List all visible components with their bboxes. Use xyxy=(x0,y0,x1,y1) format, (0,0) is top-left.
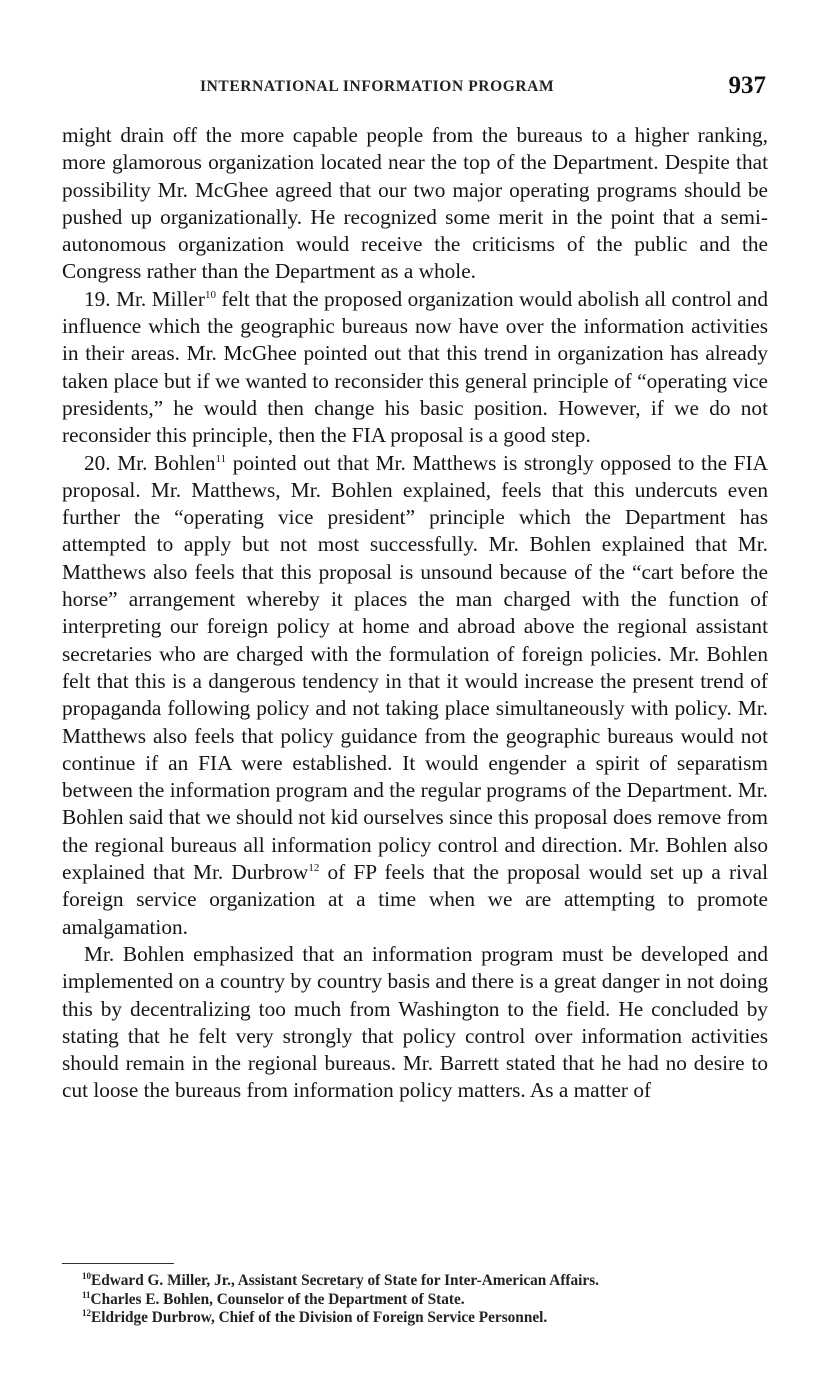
footnote-number: 11 xyxy=(82,1289,91,1300)
paragraph-bohlen: Mr. Bohlen emphasized that an information program must be developed and implemented on a country by country basis and there is a great danger in not doing this by decentralizing too much from Washington to the field. He concluded by stating that he felt very strongly that policy control over information activities should remain in the regional bureaus. Mr. Barrett stated that he had no desire to cut loose the bureaus from information policy matters. As a matter of xyxy=(62,941,768,1103)
paragraph-20-lead: 20. Mr. Bohlen xyxy=(84,450,216,475)
footnote-10 xyxy=(62,1272,770,1291)
paragraph-20-text: pointed out that Mr. Matthews is strongly opposed to the FIA proposal. Mr. Matthews, Mr. Bohlen explained, feels that this undercuts even further the “operating vice president” principle which the Department has attempted to apply but not most successfully. Mr. Bohlen explained that Mr. Matthews also feels that this proposal is unsound because of the “cart before the horse” arrangement whereby it places the man charged with the function of interpreting our foreign policy at home and abroad above the regional assistant secretaries who are charged with the formulation of foreign policies. Mr. Bohlen felt that this is a dangerous tendency in that it would increase the present trend of propaganda following policy and not taking place simultaneously with policy. Mr. Matthews also feels that policy guidance from the geographic bureaus would not continue if an FIA were established. It would engender a spirit of separatism between the information program and the regular programs of the Department. Mr. Bohlen said that we should not kid ourselves since this proposal does remove from the regional bureaus all information policy control and direction. Mr. Bohlen also explained that Mr. Durbrow xyxy=(62,450,768,885)
footnotes xyxy=(62,1272,770,1328)
paragraph-19-text: felt that the proposed organization would abolish all control and influence which the geographic bureaus now have over the information activities in their areas. Mr. McGhee pointed out that this trend in organization has already taken place but if we wanted to reconsider this general principle of “operating vice presidents,” he would then change his basic position. However, if we do not reconsider this principle, then the FIA proposal is a good step. xyxy=(62,286,769,448)
body-text xyxy=(62,122,768,1105)
paragraph-19 xyxy=(62,286,768,450)
footnote-11 xyxy=(62,1291,770,1310)
running-head: INTERNATIONAL INFORMATION PROGRAM xyxy=(200,78,555,95)
footnote-number: 10 xyxy=(82,1270,91,1281)
footnote-divider xyxy=(62,1263,174,1264)
paragraph-20 xyxy=(62,450,768,941)
footnote-text: Charles E. Bohlen, Counselor of the Department of State. xyxy=(90,1290,465,1308)
footnote-text: Eldridge Durbrow, Chief of the Division of Foreign Service Personnel. xyxy=(91,1309,548,1326)
paragraph-19-lead: 19. Mr. Miller xyxy=(84,286,205,311)
footnote-12 xyxy=(62,1309,770,1328)
paragraph-20-tail: of FP feels that the proposal would set up a rival foreign service organization at a time when we are attempting to promote amalgamation. xyxy=(62,860,768,939)
footnote-number: 12 xyxy=(82,1307,91,1318)
footnote-text: Edward G. Miller, Jr., Assistant Secretary of State for Inter-American Affairs. xyxy=(91,1272,599,1289)
footnote-ref-10: 10 xyxy=(204,288,216,301)
footnote-ref-12: 12 xyxy=(308,861,320,874)
footnote-ref-11: 11 xyxy=(215,452,227,465)
page-number: 937 xyxy=(728,72,766,99)
paragraph-continuation: might drain off the more capable people from the bureaus to a higher ranking, more glamorous organization located near the top of the Department. Despite that possibility Mr. McGhee agreed that our two major operating programs should be pushed up organizationally. He recognized some merit in the point that a semi-autonomous organization would receive the criticisms of the public and the Congress rather than the Department as a whole. xyxy=(62,123,768,284)
